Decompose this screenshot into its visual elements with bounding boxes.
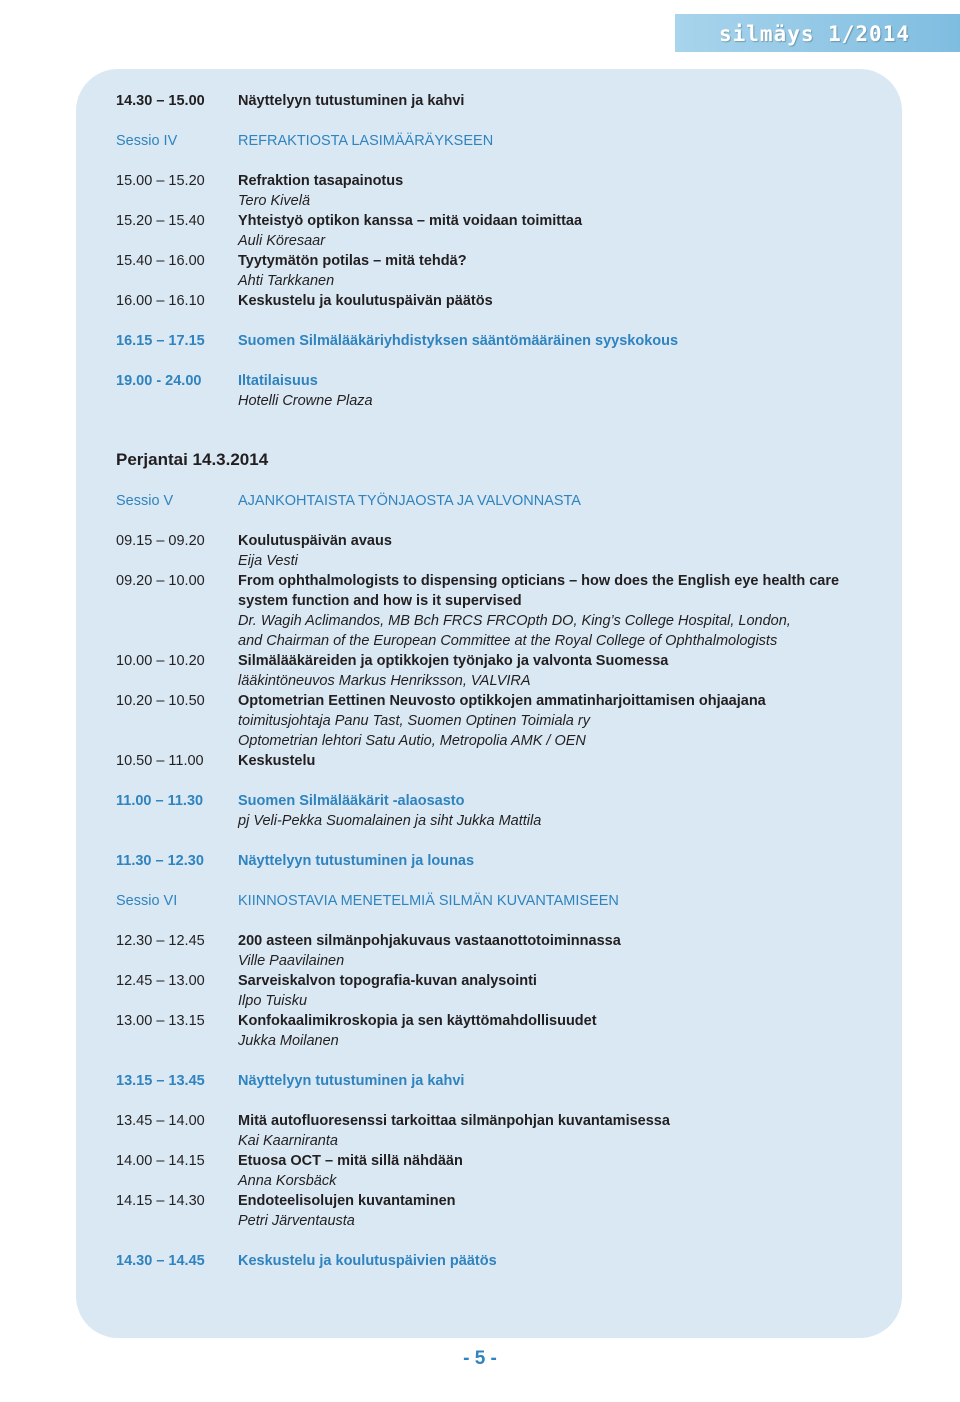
row-text: Refraktion tasapainotus [238,173,404,189]
program-row [116,191,876,211]
row-time: 09.15 – 09.20 [116,533,205,549]
row-time: 10.50 – 11.00 [116,753,204,769]
row-text: Ilpo Tuisku [238,993,308,1009]
row-text: pj Veli-Pekka Suomalainen ja siht Jukka Mattila [238,813,542,829]
row-time: Sessio IV [116,133,178,149]
row-text: Auli Köresaar [238,233,326,249]
row-text: Mitä autofluoresenssi tarkoittaa silmänpohjan kuvantamisessa [238,1113,670,1129]
row-text: Optometrian lehtori Satu Autio, Metropolia AMK / OEN [238,733,586,749]
row-time: 12.30 – 12.45 [116,933,205,949]
magazine-title: silmäys 1/2014 [718,22,910,46]
row-text: REFRAKTIOSTA LASIMÄÄRÄYKSEEN [238,133,494,149]
row-time: 15.20 – 15.40 [116,213,205,229]
row-time: 14.00 – 14.15 [116,1153,205,1169]
row-time: 14.30 – 15.00 [116,93,205,109]
row-time: 13.15 – 13.45 [116,1073,205,1089]
program-row [116,931,876,951]
row-text: Näyttelyyn tutustuminen ja lounas [238,853,475,869]
program-row [116,631,876,651]
row-time: 14.30 – 14.45 [116,1253,205,1269]
row-time: 09.20 – 10.00 [116,573,205,589]
row-text: Yhteistyö optikon kanssa – mitä voidaan toimittaa [238,213,583,229]
row-time: 15.40 – 16.00 [116,253,205,269]
row-text: Keskustelu ja koulutuspäivän päätös [238,293,493,309]
row-time: 15.00 – 15.20 [116,173,205,189]
row-time: 12.45 – 13.00 [116,973,205,989]
row-text: AJANKOHTAISTA TYÖNJAOSTA JA VALVONNASTA [238,493,581,509]
program-row [116,131,876,151]
row-text: Sarveiskalvon topografia-kuvan analysointi [238,973,537,989]
program-row [116,1191,876,1211]
row-text: Suomen Silmälääkäriyhdistyksen sääntömääräinen syyskokous [238,333,679,349]
program-row [116,391,876,411]
program-row [116,211,876,231]
program-row [116,971,876,991]
program-row [116,891,876,911]
row-time: Sessio V [116,493,174,509]
program-row [116,291,876,311]
row-text: Konfokaalimikroskopia ja sen käyttömahdollisuudet [238,1013,597,1029]
row-text: Tero Kivelä [238,193,311,209]
program-row [116,371,876,391]
program-row [116,91,876,111]
program-row [116,851,876,871]
row-text: KIINNOSTAVIA MENETELMIÄ SILMÄN KUVANTAMISEEN [238,893,619,909]
row-text: Petri Järventausta [238,1213,355,1229]
row-text: lääkintöneuvos Markus Henriksson, VALVIRA [238,673,531,689]
program-row [116,951,876,971]
row-text: Anna Korsbäck [238,1173,337,1189]
program-row [116,591,876,611]
row-time: 11.00 – 11.30 [116,793,204,809]
row-time: 16.15 – 17.15 [116,333,205,349]
program-row [116,331,876,351]
day-heading: Perjantai 14.3.2014 [116,450,269,469]
program-row [116,711,876,731]
program-row [116,611,876,631]
program-row [116,1151,876,1171]
program-row [116,1011,876,1031]
row-time: 13.45 – 14.00 [116,1113,205,1129]
row-time: 13.00 – 13.15 [116,1013,205,1029]
row-text: Jukka Moilanen [238,1033,339,1049]
row-text: 200 asteen silmänpohjakuvaus vastaanottotoiminnassa [238,933,621,949]
row-text: Eija Vesti [238,553,298,569]
program-row [116,531,876,551]
program-row [116,791,876,811]
program-row [116,1211,876,1231]
program-row [116,1031,876,1051]
row-text: Iltatilaisuus [238,373,318,389]
row-text: Optometrian Eettinen Neuvosto optikkojen ammatinharjoittamisen ohjaajana [238,693,766,709]
program-row [116,671,876,691]
header-banner [675,14,960,52]
program-row [116,251,876,271]
row-text: Näyttelyyn tutustuminen ja kahvi [238,1073,465,1089]
program-row [116,1171,876,1191]
program-row [116,1111,876,1131]
row-time: 16.00 – 16.10 [116,293,205,309]
row-time: 10.20 – 10.50 [116,693,205,709]
row-text: Ahti Tarkkanen [238,273,335,289]
program-row [116,1131,876,1151]
row-text: Etuosa OCT – mitä sillä nähdään [238,1153,463,1169]
program-row [116,171,876,191]
program-row [116,491,876,511]
row-time: 10.00 – 10.20 [116,653,205,669]
row-text: and Chairman of the European Committee at the Royal College of Ophthalmologists [238,633,778,649]
row-text: Ville Paavilainen [238,953,345,969]
program-row [116,751,876,771]
program-row [116,571,876,591]
row-text: Dr. Wagih Aclimandos, MB Bch FRCS FRCOpth DO, King’s College Hospital, London, [238,613,791,629]
row-text: Hotelli Crowne Plaza [238,393,373,409]
program-row [116,811,876,831]
row-time: 14.15 – 14.30 [116,1193,205,1209]
program-row [116,271,876,291]
row-time: Sessio VI [116,893,178,909]
program-row [116,731,876,751]
row-text: Silmälääkäreiden ja optikkojen työnjako ja valvonta Suomessa [238,653,669,669]
program-row [116,1251,876,1271]
row-text: Tyytymätön potilas – mitä tehdä? [238,253,467,269]
row-text: system function and how is it supervised [238,593,522,609]
program-row [116,651,876,671]
row-text: Endoteelisolujen kuvantaminen [238,1193,456,1209]
row-text: From ophthalmologists to dispensing opticians – how does the English eye health care [238,573,840,589]
program-row [116,1071,876,1091]
program-row [116,551,876,571]
program-row [116,991,876,1011]
row-time: 19.00 - 24.00 [116,373,202,389]
row-text: Keskustelu ja koulutuspäivien päätös [238,1253,497,1269]
row-text: Näyttelyyn tutustuminen ja kahvi [238,93,465,109]
row-time: 11.30 – 12.30 [116,853,204,869]
row-text: Keskustelu [238,753,316,769]
program-row [116,231,876,251]
row-text: Koulutuspäivän avaus [238,533,392,549]
row-text: Suomen Silmälääkärit -alaosasto [238,793,465,809]
page-number: - 5 - [463,1348,497,1369]
row-text: toimitusjohtaja Panu Tast, Suomen Optinen Toimiala ry [238,713,590,729]
row-text: Kai Kaarniranta [238,1133,338,1149]
program-row [116,691,876,711]
